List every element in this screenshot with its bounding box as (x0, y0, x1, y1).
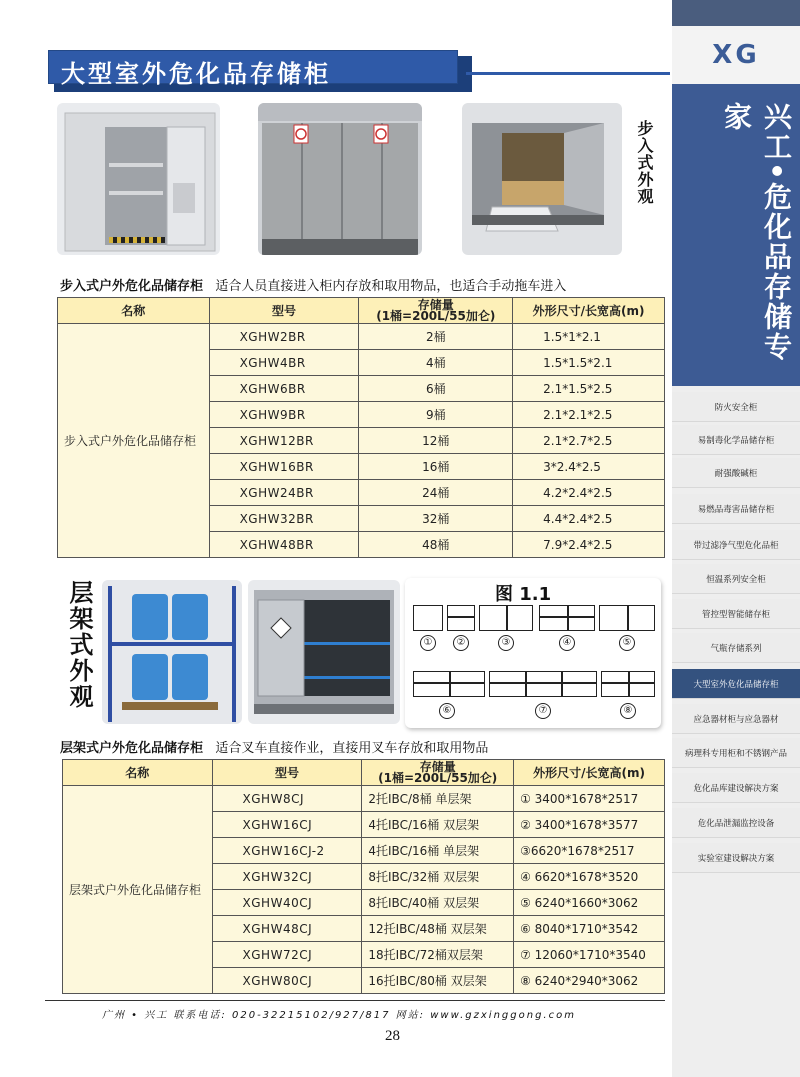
col-header-capacity-line2: (1桶=200L/55加仑) (376, 308, 496, 323)
model-cell: XGHW32CJ (212, 864, 362, 890)
capacity-cell: 4桶 (359, 350, 513, 376)
sidebar-logo (672, 26, 800, 84)
sidebar-item-leak-monitor[interactable]: 危化品泄漏监控设备 (672, 808, 800, 838)
dims-cell: ⑦ 12060*1710*3540 (514, 942, 665, 968)
dims-cell: 3*2.4*2.5 (513, 454, 665, 480)
layout-number-3: ③ (498, 635, 514, 651)
model-cell: XGHW80CJ (212, 968, 362, 994)
walkin-spec-table (57, 297, 665, 558)
sidebar-item-pathology[interactable]: 病理科专用柜和不锈钢产品 (672, 738, 800, 768)
footer-rule (45, 1000, 665, 1001)
sidebar (672, 0, 800, 1077)
shelf-table-header-row (63, 760, 665, 786)
layout-diagram-7 (489, 671, 597, 697)
layout-number-6: ⑥ (439, 703, 455, 719)
model-cell: XGHW40CJ (212, 890, 362, 916)
model-cell: XGHW4BR (209, 350, 359, 376)
col-header-dims: 外形尺寸/长宽高(m) (514, 760, 665, 786)
dims-cell: ④ 6620*1678*3520 (514, 864, 665, 890)
capacity-cell: 48桶 (359, 532, 513, 558)
capacity-cell: 24桶 (359, 480, 513, 506)
sidebar-item-warehouse-solution[interactable]: 危化品库建设解决方案 (672, 773, 800, 803)
layout-number-8: ⑧ (620, 703, 636, 719)
page-number: 28 (385, 1028, 400, 1044)
sidebar-item-emergency[interactable]: 应急器材柜与应急器材 (672, 704, 800, 734)
walkin-heading (60, 275, 566, 294)
dims-cell: 1.5*1*2.1 (513, 324, 665, 350)
layout-diagram-4 (539, 605, 595, 631)
layout-diagram-3 (479, 605, 533, 631)
model-cell: XGHW8CJ (212, 786, 362, 812)
table-row (58, 324, 665, 350)
layout-diagram-8 (601, 671, 655, 697)
capacity-cell: 12桶 (359, 428, 513, 454)
col-header-capacity (362, 760, 514, 786)
capacity-cell: 2托IBC/8桶 单层架 (362, 786, 514, 812)
layout-number-1: ① (420, 635, 436, 651)
walkin-photo-closed-doors (258, 103, 422, 255)
model-cell: XGHW48CJ (212, 916, 362, 942)
shelf-side-label: 层架式外观 (65, 580, 93, 710)
dims-cell: 4.2*2.4*2.5 (513, 480, 665, 506)
dims-cell: ⑧ 6240*2940*3062 (514, 968, 665, 994)
walkin-side-label: 步入式外观 (635, 120, 654, 205)
col-header-name: 名称 (58, 298, 210, 324)
dims-cell: ⑤ 6240*1660*3062 (514, 890, 665, 916)
capacity-cell: 2桶 (359, 324, 513, 350)
capacity-cell: 6桶 (359, 376, 513, 402)
title-rule (466, 72, 670, 75)
table-row (63, 786, 665, 812)
layout-number-5: ⑤ (619, 635, 635, 651)
layout-diagram-6 (413, 671, 485, 697)
dims-cell: 1.5*1.5*2.1 (513, 350, 665, 376)
dims-cell: ① 3400*1678*2517 (514, 786, 665, 812)
sidebar-brand (672, 84, 800, 386)
walkin-photo-open-door (57, 103, 220, 255)
walkin-heading-title: 步入式户外危化品储存柜 (60, 279, 204, 294)
sidebar-item-precursor-cabinet[interactable]: 易制毒化学品储存柜 (672, 425, 800, 455)
dims-cell: 7.9*2.4*2.5 (513, 532, 665, 558)
dims-cell: ⑥ 8040*1710*3542 (514, 916, 665, 942)
col-header-model: 型号 (209, 298, 359, 324)
sidebar-item-acid-cabinet[interactable]: 耐强酸碱柜 (672, 458, 800, 488)
sidebar-item-flammable-cabinet[interactable]: 易燃品毒害品储存柜 (672, 494, 800, 524)
shelf-heading (60, 737, 488, 756)
model-cell: XGHW12BR (209, 428, 359, 454)
walkin-photo-ramp (462, 103, 622, 255)
model-cell: XGHW24BR (209, 480, 359, 506)
model-cell: XGHW6BR (209, 376, 359, 402)
figure-layouts (405, 578, 661, 728)
sidebar-brand-text: 兴工•危化品存储专家 (720, 102, 793, 362)
col-header-dims: 外形尺寸/长宽高(m) (513, 298, 665, 324)
capacity-cell: 32桶 (359, 506, 513, 532)
capacity-cell: 4托IBC/16桶 单层架 (362, 838, 514, 864)
dims-cell: ③6620*1678*2517 (514, 838, 665, 864)
shelf-photo-container (248, 580, 400, 724)
model-cell: XGHW16CJ (212, 812, 362, 838)
dims-cell: 2.1*2.7*2.5 (513, 428, 665, 454)
walkin-product-name: 步入式户外危化品储存柜 (58, 324, 210, 558)
sidebar-logo-text: XG (712, 40, 760, 70)
shelf-spec-table (62, 759, 665, 994)
shelf-heading-desc: 适合叉车直接作业，直接用叉车存放和取用物品 (215, 741, 489, 756)
title-box (48, 50, 458, 88)
shelf-photo-drums (102, 580, 242, 724)
col-header-name: 名称 (63, 760, 213, 786)
layout-number-7: ⑦ (535, 703, 551, 719)
figure-title: 图 1.1 (495, 584, 552, 605)
page-title-banner (48, 50, 466, 88)
layout-diagram-5 (599, 605, 655, 631)
walkin-table-header-row (58, 298, 665, 324)
sidebar-item-filter-cabinet[interactable]: 带过滤净气型危化品柜 (672, 530, 800, 560)
model-cell: XGHW32BR (209, 506, 359, 532)
layout-number-2: ② (453, 635, 469, 651)
shelf-product-name: 层架式户外危化品储存柜 (63, 786, 213, 994)
sidebar-top-bar (672, 0, 800, 26)
layout-diagram-2 (447, 605, 475, 631)
capacity-cell: 8托IBC/32桶 双层架 (362, 864, 514, 890)
sidebar-item-thermostatic-cabinet[interactable]: 恒温系列安全柜 (672, 564, 800, 594)
shelf-heading-title: 层架式户外危化品储存柜 (60, 741, 204, 756)
model-cell: XGHW2BR (209, 324, 359, 350)
model-cell: XGHW9BR (209, 402, 359, 428)
capacity-cell: 16托IBC/80桶 双层架 (362, 968, 514, 994)
col-header-capacity-line2: (1桶=200L/55加仑) (378, 770, 498, 785)
sidebar-item-fire-cabinet[interactable]: 防火安全柜 (672, 392, 800, 422)
capacity-cell: 16桶 (359, 454, 513, 480)
col-header-model: 型号 (212, 760, 362, 786)
dims-cell: ② 3400*1678*3577 (514, 812, 665, 838)
capacity-cell: 9桶 (359, 402, 513, 428)
col-header-capacity (359, 298, 513, 324)
model-cell: XGHW48BR (209, 532, 359, 558)
sidebar-item-gas-cylinder[interactable]: 气瓶存储系列 (672, 633, 800, 663)
capacity-cell: 18托IBC/72桶双层架 (362, 942, 514, 968)
sidebar-item-smart-cabinet[interactable]: 管控型智能储存柜 (672, 599, 800, 629)
walkin-heading-desc: 适合人员直接进入柜内存放和取用物品，也适合手动拖车进入 (215, 279, 567, 294)
capacity-cell: 4托IBC/16桶 双层架 (362, 812, 514, 838)
col-header-capacity-line1: 存储量 (419, 759, 456, 774)
layout-number-4: ④ (559, 635, 575, 651)
dims-cell: 4.4*2.4*2.5 (513, 506, 665, 532)
model-cell: XGHW16CJ-2 (212, 838, 362, 864)
sidebar-item-outdoor-cabinet[interactable]: 大型室外危化品储存柜 (672, 669, 800, 699)
col-header-capacity-line1: 存储量 (417, 297, 454, 312)
footer-contact: 广州 • 兴工 联系电话: 020-32215102/927/817 网站: www.gzxinggong.com (102, 1010, 576, 1021)
sidebar-item-lab-solution[interactable]: 实验室建设解决方案 (672, 843, 800, 873)
capacity-cell: 8托IBC/40桶 双层架 (362, 890, 514, 916)
dims-cell: 2.1*1.5*2.5 (513, 376, 665, 402)
dims-cell: 2.1*2.1*2.5 (513, 402, 665, 428)
page-title: 大型室外危化品存储柜 (61, 60, 331, 88)
capacity-cell: 12托IBC/48桶 双层架 (362, 916, 514, 942)
layout-diagram-1 (413, 605, 443, 631)
model-cell: XGHW16BR (209, 454, 359, 480)
model-cell: XGHW72CJ (212, 942, 362, 968)
